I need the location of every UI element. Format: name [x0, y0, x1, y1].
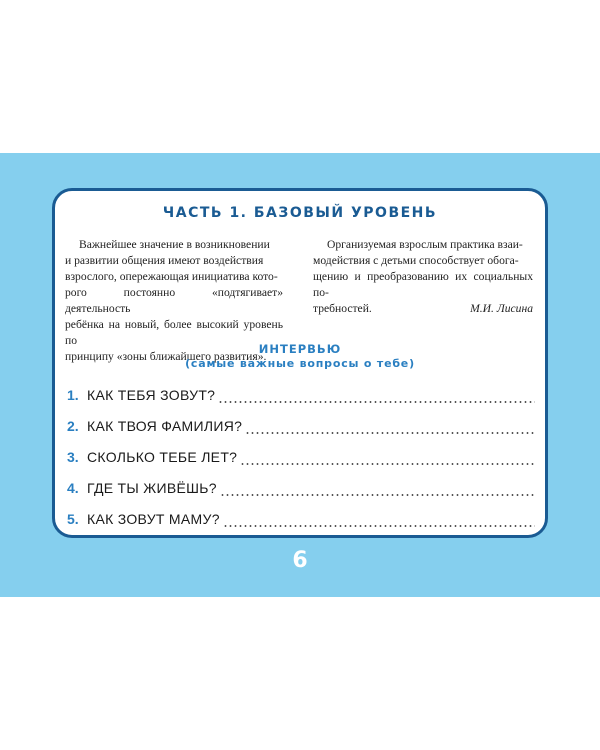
question-text: КАК ТВОЯ ФАМИЛИЯ? — [87, 418, 243, 434]
answer-line[interactable] — [218, 401, 535, 403]
question-number: 1. — [67, 387, 79, 403]
question-row — [67, 418, 535, 438]
question-row — [67, 480, 535, 500]
question-row — [67, 387, 535, 407]
question-text: КАК ЗОВУТ МАМУ? — [87, 511, 220, 527]
paragraph-line: принципу «зоны ближайшего развития». — [65, 350, 267, 363]
content-card — [52, 188, 548, 538]
quote-author: М.И. Лисина — [470, 302, 533, 315]
paragraph-line: требностей. — [313, 302, 372, 315]
part-title: ЧАСТЬ 1. БАЗОВЫЙ УРОВЕНЬ — [162, 205, 438, 221]
paragraph-line: Важнейшее значение в возникновении — [79, 238, 270, 251]
paragraph-line: взрослого, опережающая инициатива кото- — [65, 270, 278, 283]
question-text: КАК ТЕБЯ ЗОВУТ? — [87, 387, 216, 403]
answer-line[interactable] — [223, 525, 535, 527]
answer-line[interactable] — [245, 432, 535, 434]
paragraph-line: Организуемая взрослым практика взаи- — [327, 238, 523, 251]
question-text: СКОЛЬКО ТЕБЕ ЛЕТ? — [87, 449, 238, 465]
paragraph-line: модействия с детьми способствует обога- — [313, 254, 519, 267]
question-number: 2. — [67, 418, 79, 434]
question-number: 4. — [67, 480, 79, 496]
question-row — [67, 449, 535, 469]
answer-line[interactable] — [220, 494, 535, 496]
question-number: 5. — [67, 511, 79, 527]
page-number: 6 — [292, 548, 308, 573]
question-number: 3. — [67, 449, 79, 465]
question-row — [67, 511, 535, 531]
paragraph-line: ребёнка на новый, более высокий уровень по — [65, 318, 283, 347]
answer-line[interactable] — [240, 463, 535, 465]
paragraph-line: щению и преобразованию их социальных по- — [313, 270, 533, 299]
interview-title: ИНТЕРВЬЮ — [258, 342, 342, 356]
question-text: ГДЕ ТЫ ЖИВЁШЬ? — [87, 480, 217, 496]
paragraph-line: рого постоянно «подтягивает» деятельность — [65, 286, 283, 315]
interview-subtitle: (самые важные вопросы о тебе) — [185, 357, 415, 370]
paragraph-line: и развитии общения имеют воздействия — [65, 254, 264, 267]
